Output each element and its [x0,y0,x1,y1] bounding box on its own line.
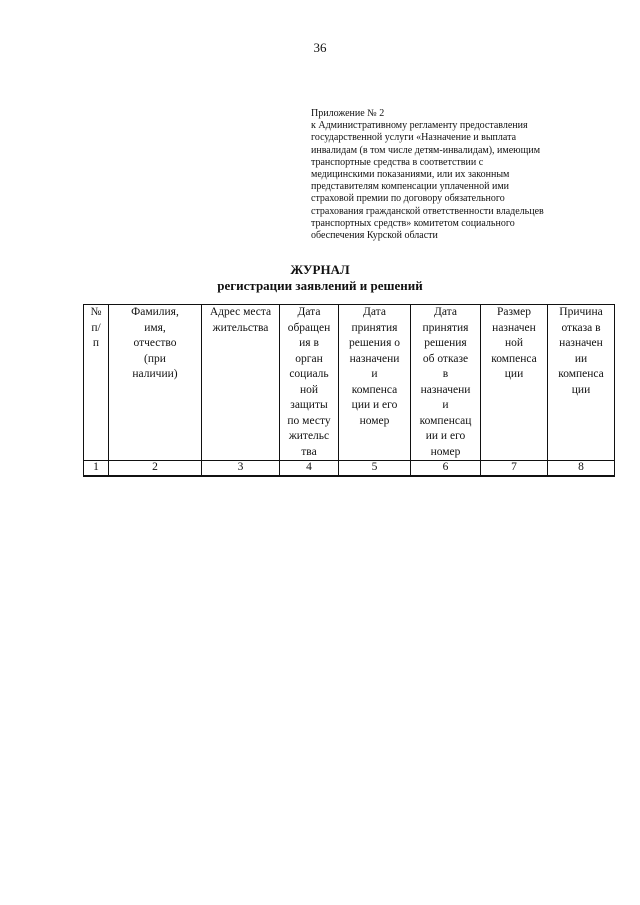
appendix-line: медицинскими показаниями, или их законным [311,169,510,181]
appendix-line: государственной услуги «Назначение и выплата [311,132,517,144]
column-number-cell: 7 [481,461,548,477]
appendix-line: инвалидам (в том числе детям-инвалидам), имеющим [311,144,541,156]
appendix-line: страхования гражданской ответственности владельцев [311,205,544,217]
table-number-row [84,461,615,477]
appendix-line: представителям компенсации уплаченной ими [311,181,510,193]
header-cell-refusal-decision-date: Дата принятия решения об отказе в назначени и компенсац ии и его номер [411,305,481,461]
column-number-cell: 3 [202,461,280,477]
table-header-row [84,305,615,461]
header-cell-application-date: Дата обращен ия в орган социаль ной защиты по месту жительс тва [280,305,339,461]
column-number-cell: 2 [109,461,202,477]
column-number-cell: 4 [280,461,339,477]
appendix-line: Приложение № 2 [311,108,385,119]
column-number-cell: 5 [339,461,411,477]
appendix-line: обеспечения Курской области [311,230,438,242]
header-cell-full-name: Фамилия, имя, отчество (при наличии) [109,305,202,461]
journal-table [83,304,615,477]
column-number-cell: 6 [411,461,481,477]
appendix-line: к Административному регламенту предоставления [311,120,528,132]
appendix-line: транспортных средств» комитетом социального [311,217,515,229]
journal-title: ЖУРНАЛ [290,262,350,277]
appendix-line: транспортные средства в соответствии с [311,156,484,168]
header-cell-address: Адрес места жительства [202,305,280,461]
header-cell-approval-decision-date: Дата принятия решения о назначени и компенса ции и его номер [339,305,411,461]
journal-subtitle: регистрации заявлений и решений [217,278,423,293]
page-number: 36 [313,40,327,55]
appendix-block [311,108,591,242]
appendix-line: страховой премии по договору обязательного [311,193,505,205]
header-cell-number: № п/ п [84,305,109,461]
column-number-cell: 8 [548,461,615,477]
journal-heading [0,262,640,294]
header-cell-compensation-amount: Размер назначен ной компенса ции [481,305,548,461]
header-cell-refusal-reason: Причина отказа в назначен ии компенса ции [548,305,615,461]
column-number-cell: 1 [84,461,109,477]
